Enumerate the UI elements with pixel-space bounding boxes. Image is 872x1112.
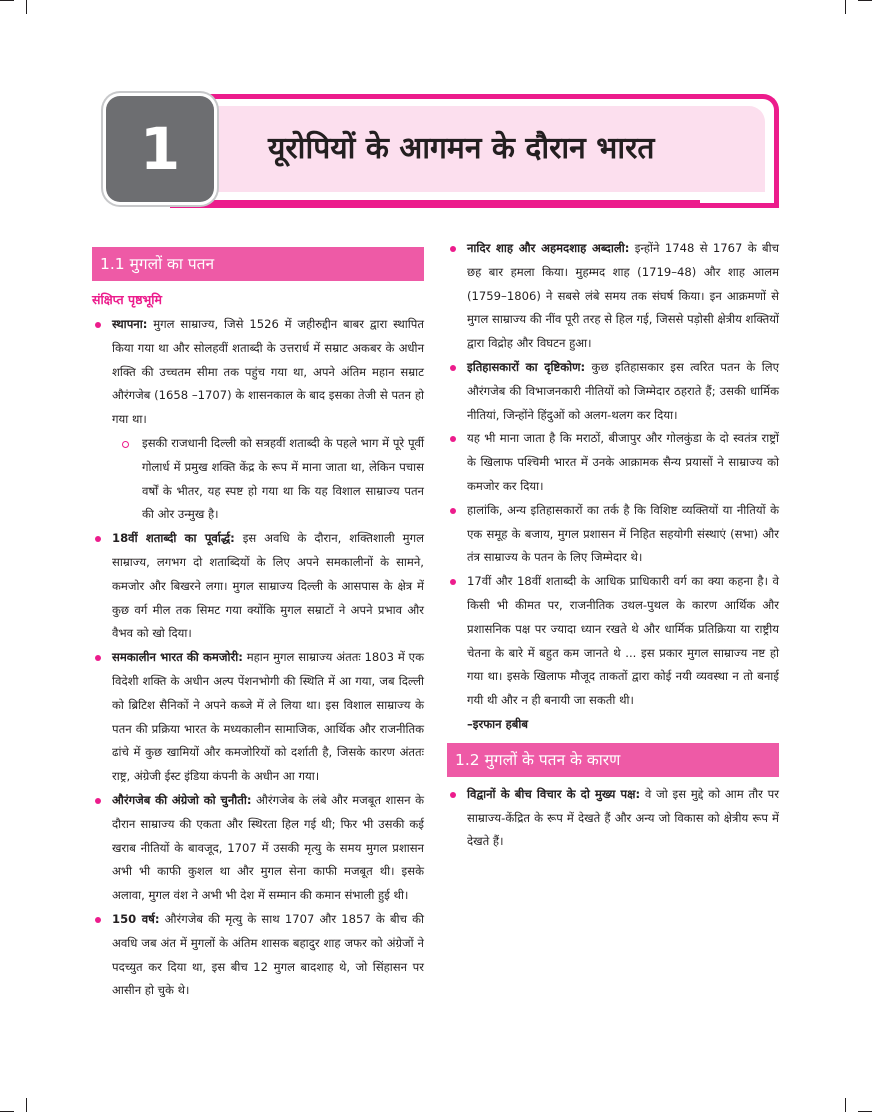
item-text: इन्होंने 1748 से 1767 के बीच छह बार हमला किया। मुहम्मद शाह (1719–48) और शाह आलम (1759–1806) ने सबसे लंबे समय तक संघर्ष किया। इन आक्रमणों से मुगल साम्राज्य की नींव पूरी तरह से हिल गई, जिससे पड़ोसी क्षेत्रीय शक्तियों द्वारा विद्रोह और विघटन हुआ। — [467, 241, 780, 351]
item-text: इसकी राजधानी दिल्ली को सत्रहवीं शताब्दी के पहले भाग में पूरे पूर्वी गोलार्ध में प्रमुख शक्ति केंद्र के रूप में माना जाता था, लेकिन पचास वर्षों के भीतर, यह स्पष्ट हो गया था कि यह विशाल साम्राज्य पतन की ओर उन्मुख है। — [142, 435, 424, 522]
item-text: यह भी माना जाता है कि मराठों, बीजापुर और गोलकुंडा के दो स्वतंत्र राष्ट्रों के खिलाफ पश्चिमी भारत में उनके आक्रामक सैन्य प्रयासों ने साम्राज्य को कमजोर कर दिया। — [467, 431, 779, 493]
item-lead: औरंगजेब की अंग्रेजो को चुनौती: — [112, 792, 252, 807]
banner-underline — [200, 200, 700, 208]
item-text: कुछ इतिहासकार इस त्वरित पतन के लिए औरंगजेब की विभाजनकारी नीतियों को जिम्मेदार ठहराते हैं; उसकी धार्मिक नीतियां, जिन्होंने हिंदुओं को अलग-थलग कर दिया। — [467, 359, 779, 422]
crop-mark — [858, 0, 872, 1]
chapter-banner — [100, 94, 780, 216]
list-item — [447, 499, 779, 570]
item-text: औरंगजेब की मृत्यु के साथ 1707 और 1857 के बीच की अवधि जब अंत में मुगलों के अंतिम शासक बहादुर शाह जफर को अंग्रेजों ने पदच्युत कर दिया था, इस बीच 12 मुगल बादशाह थे, जो सिंहासन पर आसीन हो चुके थे। — [112, 911, 424, 998]
crop-mark — [26, 0, 27, 14]
list-item — [447, 356, 779, 427]
crop-mark — [0, 0, 14, 1]
item-text: औरंगजेब के लंबे और मजबूत शासन के दौरान साम्राज्य की एकता और स्थिरता हिल गई थी; फिर भी उसकी कई खराब नीतियों के बावजूद, 1707 में उसकी मृत्यु के समय मुगल प्रशासन अभी भी काफी कुशल था और मुगल सेना काफी मजबूत थी। इसके अलावा, मुगल वंश ने अभी भी देश में सम्मान की कमान संभाली हुई थी। — [112, 792, 424, 903]
item-lead: 150 वर्ष: — [112, 911, 160, 926]
item-text: 17वीं और 18वीं शताब्दी के आधिक प्राधिकारी वर्ग का क्या कहना है। वे किसी भी कीमत पर, राजनीतिक उथल-पुथल के कारण आर्थिक और प्रशासनिक पक्ष पर ज्यादा ध्यान रखते थे और धार्मिक प्रतिक्रिया या राष्ट्रीय चेतना के बारे में बहुत कम जानते थे ... इस प्रकार मुगल साम्राज्य नष्ट हो गया था। इसके खिलाफ मौजूद ताकतों द्वारा कोई नयी व्यवस्था न तो बनाई गयी थी और न ही बनायी जा सकती थी। — [467, 574, 779, 708]
item-text: हालांकि, अन्य इतिहासकारों का तर्क है कि विशिष्ट व्यक्तियों या नीतियों के एक समूह के बजाय, मुगल प्रशासन में निहित सहयोगी संस्थाएं (सभा) और तंत्र साम्राज्य के पतन के लिए जिम्मेदार थे। — [467, 502, 779, 565]
sub-list-item — [92, 432, 424, 527]
list-item — [447, 570, 779, 713]
item-lead: विद्वानों के बीच विचार के दो मुख्य पक्ष: — [467, 786, 641, 801]
section-heading: 1.2 मुगलों के पतन के कारण — [447, 743, 779, 777]
item-lead: समकालीन भारत की कमजोरी: — [112, 650, 243, 665]
list-item — [447, 783, 779, 854]
item-text: मुगल साम्राज्य, जिसे 1526 में जहीरुद्दीन बाबर द्वारा स्थापित किया गया था और सोलहवीं शताब्दी के उत्तरार्ध में सम्राट अकबर के अधीन शक्ति की उच्चतम सीमा तक पहुंच गया था, अपने अंतिम महान सम्राट औरंगजेब (1658 –1707) के शासनकाल के बाद इसका तेजी से पतन हो गया था। — [112, 317, 424, 427]
item-lead: 18वीं शताब्दी का पूर्वार्द्ध: — [112, 531, 235, 546]
item-text: वे जो इस मुद्दे को आम तौर पर साम्राज्य-केंद्रित के रूप में देखते हैं और अन्य जो विकास को क्षेत्रीय रूप में देखते हैं। — [467, 786, 779, 849]
crop-mark — [26, 1098, 27, 1112]
crop-mark — [845, 1098, 846, 1112]
item-text: इस अवधि के दौरान, शक्तिशाली मुगल साम्राज्य, लगभग दो शताब्दियों के लिए अपने समकालीनों के सामने, कमजोर और बिखरने लगा। मुगल साम्राज्य दिल्ली के आसपास के क्षेत्र में कुछ वर्ग मील तक सिमट गया क्योंकि मुगल सम्राटों ने अपने प्रभाव और वैभव को खो दिया। — [112, 531, 424, 641]
item-lead: स्थापना: — [112, 317, 148, 331]
list-item — [447, 427, 779, 498]
crop-mark — [845, 0, 846, 14]
chapter-title: यूरोपियों के आगमन के दौरान भारत — [268, 131, 655, 166]
item-text: महान मुगल साम्राज्य अंततः 1803 में एक विदेशी शक्ति के अधीन अल्प पेंशनभोगी की स्थिति में आ गया, जब दिल्ली को ब्रिटिश सैनिकों ने अपने कब्जे में ले लिया था। इस विशाल साम्राज्य के पतन की प्रक्रिया भारत के मध्यकालीन सामाजिक, आर्थिक और राजनीतिक ढांचे में कुछ खामियों और कमजोरियों को दर्शाती है, जिसके कारण अंततः राष्ट्र, अंग्रेजी ईस्ट इंडिया कंपनी के अधीन आ गया। — [112, 650, 424, 784]
left-column — [92, 247, 424, 1003]
list-item — [92, 527, 424, 646]
list-item — [92, 908, 424, 1003]
right-column — [447, 237, 779, 854]
item-lead: नादिर शाह और अहमदशाह अब्दाली: — [467, 241, 630, 255]
section-heading: 1.1 मुगलों का पतन — [92, 247, 424, 281]
list-item — [92, 646, 424, 789]
chapter-number: 1 — [106, 96, 214, 202]
list-item — [92, 789, 424, 908]
item-lead: इतिहासकारों का दृष्टिकोण: — [467, 359, 586, 374]
list-item — [447, 237, 779, 356]
quote-author: –इरफान हबीब — [467, 716, 529, 731]
sub-heading: संक्षिप्त पृष्ठभूमि — [92, 292, 162, 307]
list-item — [92, 313, 424, 432]
